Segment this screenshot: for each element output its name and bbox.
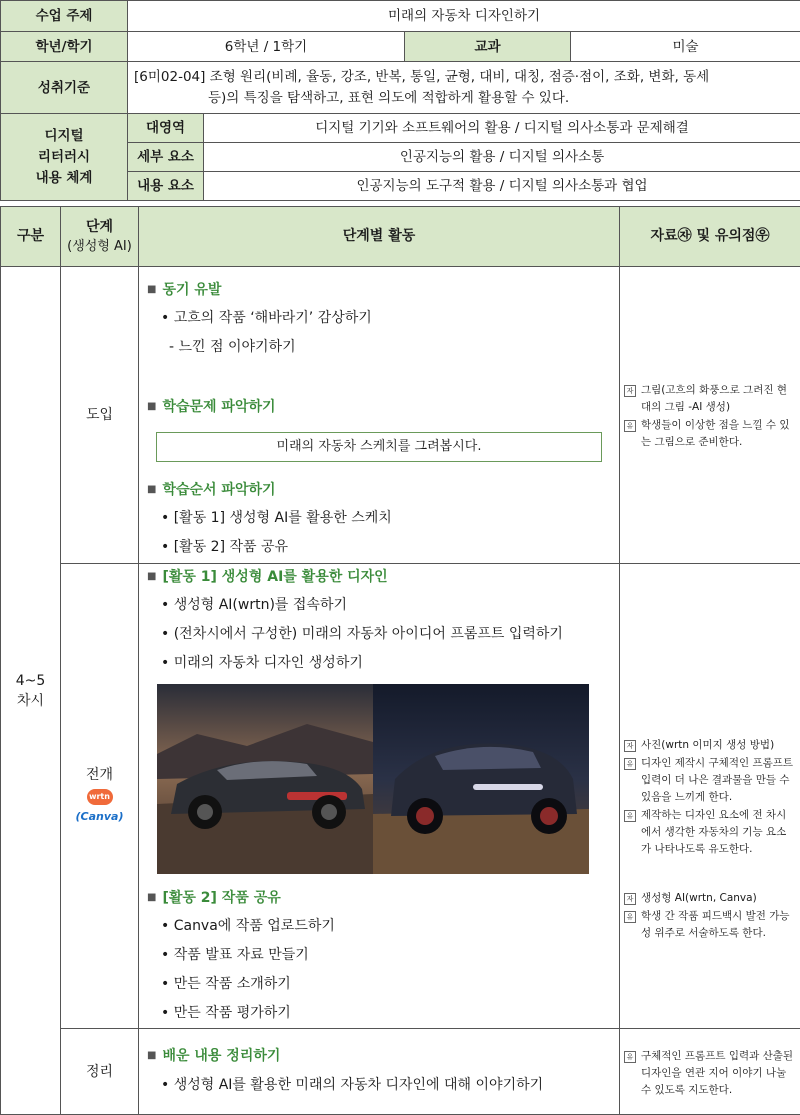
wrapup-activities: [139, 1029, 620, 1115]
stage-wrapup: 정리: [61, 1029, 139, 1115]
develop-note-3: 유 제작하는 디자인 요소에 전 차시에서 생각한 자동차의 기능 요소가 나타나도록 유도한다.: [624, 807, 796, 858]
stage-develop-label: 전개: [85, 767, 114, 783]
develop-note-2: 유 디자인 제작시 구체적인 프롬프트 입력이 더 나은 결과물을 만들 수 있음을 느끼게 한다.: [624, 755, 796, 806]
subject-value: 미래의 자동차 디자인하기: [128, 1, 800, 32]
domain-label: 대영역: [128, 114, 204, 143]
intro-activities: [139, 267, 620, 564]
digital-literacy-label: [1, 114, 128, 201]
develop-note-5: 유 학생 간 작품 피드백시 발전 가능성 위주로 서술하도록 한다.: [624, 908, 796, 942]
develop-item-1: • 생성형 AI(wrtn)를 접속하기: [161, 597, 347, 613]
activity-header: 단계별 활동: [139, 207, 620, 267]
subject-label: 수업 주제: [1, 1, 128, 32]
stage-develop: [61, 564, 139, 1029]
digital-label-line-3: 내용 체계: [35, 169, 93, 186]
intro-note-1: 자 그림(고흐의 화풍으로 그려진 현대의 그림 -AI 생성): [624, 382, 796, 416]
standard-value: [128, 62, 800, 114]
develop-note-1: 자 사진(wrtn 이미지 생성 방법): [624, 737, 796, 754]
intro-item-4: • [활동 2] 작품 공유: [161, 539, 289, 555]
course-value: 미술: [571, 32, 800, 62]
develop-activities: [139, 564, 620, 1029]
standard-label: 성취기준: [1, 62, 128, 114]
digital-label-line-2: 리터러시: [37, 148, 91, 165]
develop-item-7: • 만든 작품 평가하기: [161, 1005, 291, 1021]
category-header: 구분: [1, 207, 61, 267]
wrapup-notes: [620, 1029, 800, 1115]
stage-header-line-1: 단계: [85, 218, 114, 235]
material-mark-icon: 자: [624, 385, 636, 397]
lesson-activity-table: [0, 206, 800, 1115]
period-unit: 차시: [16, 692, 45, 709]
intro-motivation-heading: ■ 동기 유발: [147, 282, 222, 298]
intro-order-heading: ■ 학습순서 파악하기: [147, 482, 276, 498]
period-cell: [1, 267, 61, 1115]
square-bullet-icon: ■: [147, 571, 157, 582]
course-label: 교과: [405, 32, 571, 62]
develop-notes-act2: [624, 890, 796, 943]
car-image-right: [373, 684, 589, 874]
wrapup-heading: ■ 배운 내용 정리하기: [147, 1048, 281, 1064]
intro-problem-heading: ■ 학습문제 파악하기: [147, 399, 276, 415]
develop-item-4: • Canva에 작품 업로드하기: [161, 918, 335, 934]
develop-notes: [620, 564, 800, 1029]
content-label: 내용 요소: [128, 172, 204, 201]
stage-header: [61, 207, 139, 267]
grade-value: 6학년 / 1학기: [128, 32, 405, 62]
square-bullet-icon: ■: [147, 484, 157, 495]
notes-header: 자료㉶ 및 유의점㉾: [620, 207, 800, 267]
lesson-header-table: [0, 0, 800, 201]
caution-mark-icon: 유: [624, 758, 636, 770]
generated-car-images: [157, 684, 589, 874]
car-image-left: [157, 684, 373, 874]
develop-note-4: 자 생성형 AI(wrtn, Canva): [624, 890, 796, 907]
stage-intro: 도입: [61, 267, 139, 564]
canva-logo-icon: (Canva): [75, 810, 124, 823]
learning-goal-box: 미래의 자동차 스케치를 그려봅시다.: [156, 432, 602, 462]
caution-mark-icon: 유: [624, 1051, 636, 1063]
detail-label: 세부 요소: [128, 143, 204, 172]
square-bullet-icon: ■: [147, 284, 157, 295]
caution-mark-icon: 유: [624, 810, 636, 822]
content-value: 인공지능의 도구적 활용 / 디지털 의사소통과 협업: [204, 172, 800, 201]
develop-act2-heading: ■ [활동 2] 작품 공유: [147, 890, 281, 906]
develop-item-6: • 만든 작품 소개하기: [161, 976, 291, 992]
develop-item-3: • 미래의 자동차 디자인 생성하기: [161, 655, 363, 671]
develop-item-5: • 작품 발표 자료 만들기: [161, 947, 309, 963]
digital-label-line-1: 디지털: [44, 127, 84, 144]
intro-notes: [620, 267, 800, 564]
caution-mark-icon: 유: [624, 420, 636, 432]
develop-item-2: • (전차시에서 구성한) 미래의 자동차 아이디어 프롬프트 입력하기: [161, 626, 563, 642]
develop-act1-heading: ■ [활동 1] 생성형 AI를 활용한 디자인: [147, 569, 388, 585]
detail-value: 인공지능의 활용 / 디지털 의사소통: [204, 143, 800, 172]
standard-line-1: [6미02-04] 조형 원리(비례, 율동, 강조, 반복, 통일, 균형, 대비, 대칭, 점증·점이, 조화, 변화, 동세: [134, 68, 710, 85]
intro-item-2: - 느낀 점 이야기하기: [169, 339, 296, 355]
intro-item-3: • [활동 1] 생성형 AI를 활용한 스케치: [161, 510, 392, 526]
square-bullet-icon: ■: [147, 401, 157, 412]
caution-mark-icon: 유: [624, 911, 636, 923]
wrapup-item-1: • 생성형 AI를 활용한 미래의 자동차 디자인에 대해 이야기하기: [161, 1077, 544, 1093]
wrapup-note-1: 유 구체적인 프롬프트 입력과 산출된 디자인을 연관 지어 이야기 나눌 수 있도록 지도한다.: [624, 1048, 796, 1099]
stage-header-line-2: (생성형 AI): [67, 238, 132, 254]
intro-item-1: • 고흐의 작품 ‘해바라기’ 감상하기: [161, 310, 372, 326]
square-bullet-icon: ■: [147, 1050, 157, 1061]
standard-line-2: 등)의 특징을 탐색하고, 표현 의도에 적합하게 활용할 수 있다.: [208, 89, 570, 106]
grade-label: 학년/학기: [1, 32, 128, 62]
domain-value: 디지털 기기와 소프트웨어의 활용 / 디지털 의사소통과 문제해결: [204, 114, 800, 143]
period-value: 4~5: [15, 672, 46, 689]
square-bullet-icon: ■: [147, 892, 157, 903]
wrtn-logo-icon: wrtn: [87, 789, 113, 805]
material-mark-icon: 자: [624, 893, 636, 905]
material-mark-icon: 자: [624, 740, 636, 752]
intro-note-2: 유 학생들이 이상한 점을 느낄 수 있는 그림으로 준비한다.: [624, 417, 796, 451]
